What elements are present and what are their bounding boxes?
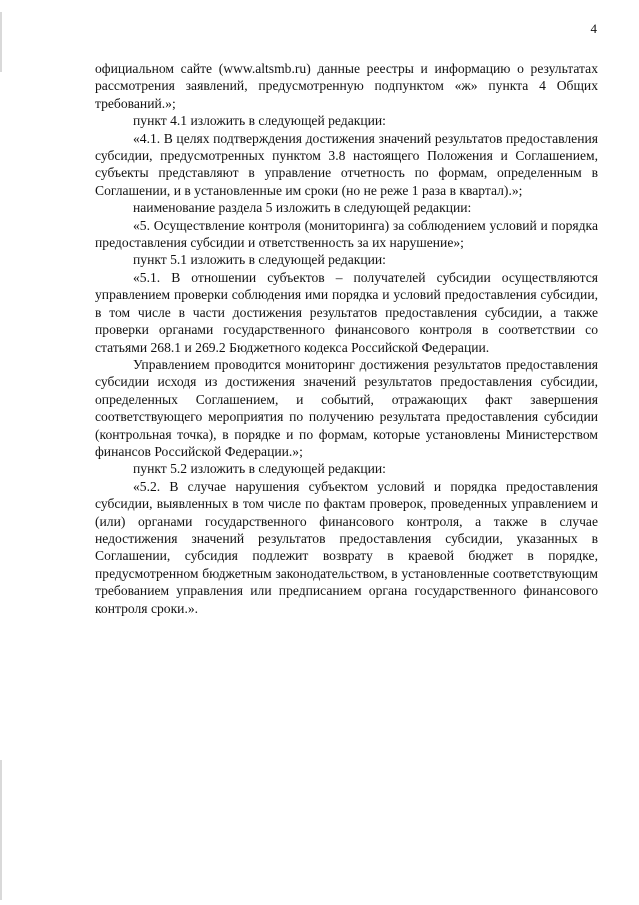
scan-edge-mark-bottom bbox=[0, 760, 2, 900]
paragraph-3: «4.1. В целях подтверждения достижения значений результатов предоставления субсидии, предусмотренных пунктом 3.8 настоящего Положения и Соглашением, субъекты представляют в управление отчетность по формам, определенным в Соглашении, и в установленные им сроки (но не реже 1 раза в квартал).»; bbox=[95, 130, 598, 198]
paragraph-9: пункт 5.2 изложить в следующей редакции: bbox=[133, 461, 386, 477]
paragraph-10: «5.2. В случае нарушения субъектом условий и порядка предоставления субсидии, выявленных в том числе по фактам проверок, проведенных управлением и (или) органами государственного финансового контроля, а также в случае недостижения значений результатов предоставления субсидии, указанных в Соглашении, субсидия подлежит возврату в краевой бюджет в порядке, предусмотренном бюджетным законодательством, в установленные соответствующим требованием управления или предписанием органа государственного финансового контроля сроки.». bbox=[95, 478, 598, 616]
page-number: 4 bbox=[590, 21, 597, 36]
paragraph-5: «5. Осуществление контроля (мониторинга) за соблюдением условий и порядка предоставления субсидии и ответственность за их нарушение»; bbox=[95, 217, 598, 251]
paragraph-1: официальном сайте (www.altsmb.ru) данные реестры и информацию о результатах рассмотрения заявлений, предусмотренную подпунктом «ж» пункта 4 Общих требований.»; bbox=[95, 61, 598, 111]
document-body bbox=[95, 60, 598, 617]
scan-edge-mark-top bbox=[0, 12, 2, 72]
paragraph-6: пункт 5.1 изложить в следующей редакции: bbox=[133, 252, 386, 268]
paragraph-2: пункт 4.1 изложить в следующей редакции: bbox=[133, 113, 386, 129]
paragraph-8: Управлением проводится мониторинг достижения результатов предоставления субсидии исходя из достижения значений результатов предоставления субсидии, определенных Соглашением, и событий, отражающих факт завершения соответствующего мероприятия по получению результата предоставления субсидии (контрольная точка), в порядке и по формам, которые установлены Министерством финансов Российской Федерации.»; bbox=[95, 356, 598, 459]
paragraph-4: наименование раздела 5 изложить в следующей редакции: bbox=[133, 200, 472, 216]
paragraph-7: «5.1. В отношении субъектов – получателей субсидии осуществляются управлением проверки соблюдения ими порядка и условий предоставления субсидии, в том числе в части достижения результатов предоставления субсидии, а также проверки органами государственного финансового контроля в соответствии со статьями 268.1 и 269.2 Бюджетного кодекса Российской Федерации. bbox=[95, 269, 598, 355]
